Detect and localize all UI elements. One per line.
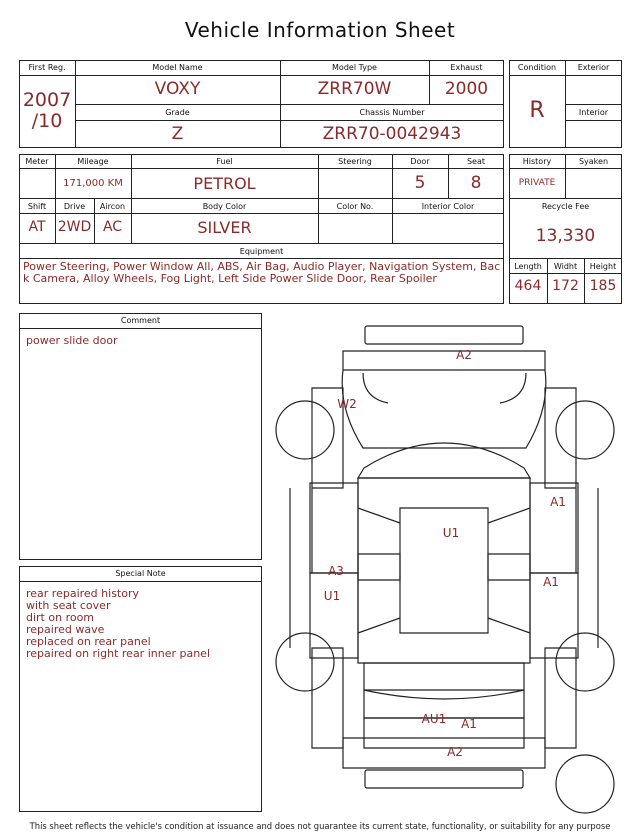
- first-reg-month: /10: [31, 110, 63, 132]
- equipment-value: Power Steering, Power Window All, ABS, Air Bag, Audio Player, Navigation System, Back Camera, Alloy Wheels, Fog Light, Left Side Power Slide Door, Rear Spoiler: [23, 260, 501, 285]
- exhaust-label: Exhaust: [450, 63, 483, 72]
- interior-label: Interior: [578, 108, 609, 117]
- grade-label: Grade: [165, 108, 190, 117]
- special-note-item: dirt on room: [26, 611, 95, 624]
- recycle-fee-label: Recycle Fee: [541, 202, 590, 211]
- interior-color-label: Interior Color: [421, 202, 475, 211]
- length-label: Length: [514, 262, 542, 271]
- special-note-item: rear repaired history: [26, 587, 139, 600]
- model-type-label: Model Type: [332, 63, 377, 72]
- special-note-item: with seat cover: [26, 599, 111, 612]
- first-reg-label: First Reg.: [28, 63, 66, 72]
- width-value: 172: [552, 278, 579, 294]
- page-title: Vehicle Information Sheet: [184, 18, 456, 42]
- model-type-value: ZRR70W: [317, 79, 392, 99]
- equipment-label: Equipment: [239, 247, 284, 256]
- door-label: Door: [410, 157, 430, 166]
- damage-mark-front-left: W2: [337, 397, 357, 411]
- damage-mark-right-rear: A1: [543, 575, 559, 589]
- history-value: PRIVATE: [518, 178, 556, 188]
- history-label: History: [522, 157, 552, 166]
- height-value: 185: [589, 278, 617, 294]
- comment-panel: [19, 313, 262, 560]
- disclaimer-footer: This sheet reflects the vehicle's condition at issuance and does not guarantee its current state, functionality, or suitability for any purpose: [29, 821, 611, 831]
- model-name-label: Model Name: [152, 63, 203, 72]
- aircon-label: Aircon: [99, 202, 126, 211]
- condition-label: Condition: [517, 63, 557, 72]
- comment-text: power slide door: [26, 334, 118, 347]
- exterior-label: Exterior: [577, 63, 610, 72]
- damage-mark-left-a3: A3: [328, 564, 344, 578]
- exhaust-value: 2000: [444, 79, 489, 99]
- seat-label: Seat: [466, 157, 486, 166]
- body-color-value: SILVER: [197, 218, 252, 237]
- steering-label: Steering: [338, 157, 372, 166]
- door-value: 5: [414, 173, 426, 193]
- special-note-label: Special Note: [115, 569, 166, 578]
- width-label: Widht: [553, 262, 578, 271]
- special-note-item: repaired on right rear inner panel: [26, 647, 211, 660]
- aircon-value: AC: [102, 219, 123, 235]
- fuel-label: Fuel: [216, 157, 233, 166]
- drive-label: Drive: [63, 202, 86, 211]
- chassis-label: Chassis Number: [359, 108, 425, 117]
- length-value: 464: [514, 278, 542, 294]
- height-label: Height: [589, 262, 617, 271]
- comment-label: Comment: [120, 316, 161, 325]
- condition-value: R: [529, 98, 545, 123]
- model-name-value: VOXY: [154, 79, 201, 99]
- damage-mark-roof: U1: [442, 526, 460, 540]
- damage-mark-right-front: A1: [550, 495, 566, 509]
- body-color-label: Body Color: [202, 202, 247, 211]
- damage-mark-rear-a1: A1: [461, 717, 477, 731]
- shift-value: AT: [28, 219, 46, 235]
- grade-value: Z: [171, 124, 184, 144]
- fuel-value: PETROL: [193, 174, 256, 193]
- damage-mark-front: A2: [456, 348, 472, 362]
- mileage-label: Mileage: [77, 157, 109, 166]
- drive-value: 2WD: [57, 219, 92, 235]
- chassis-value: ZRR70-0042943: [322, 124, 462, 144]
- seat-value: 8: [470, 173, 482, 193]
- color-no-label: Color No.: [336, 202, 374, 211]
- special-note-item: replaced on rear panel: [26, 635, 151, 648]
- shift-label: Shift: [27, 202, 47, 211]
- first-reg-year: 2007: [22, 89, 72, 111]
- special-note-item: repaired wave: [26, 623, 105, 636]
- damage-mark-rear-a2: A2: [447, 745, 463, 759]
- damage-mark-rear-au1: AU1: [421, 712, 447, 726]
- syaken-label: Syaken: [578, 157, 609, 166]
- special-note-list: [26, 588, 258, 660]
- recycle-fee-value: 13,330: [535, 226, 596, 246]
- mileage-value: 171,000 KM: [63, 178, 123, 189]
- damage-mark-left-u1: U1: [323, 589, 341, 603]
- meter-label: Meter: [25, 157, 49, 166]
